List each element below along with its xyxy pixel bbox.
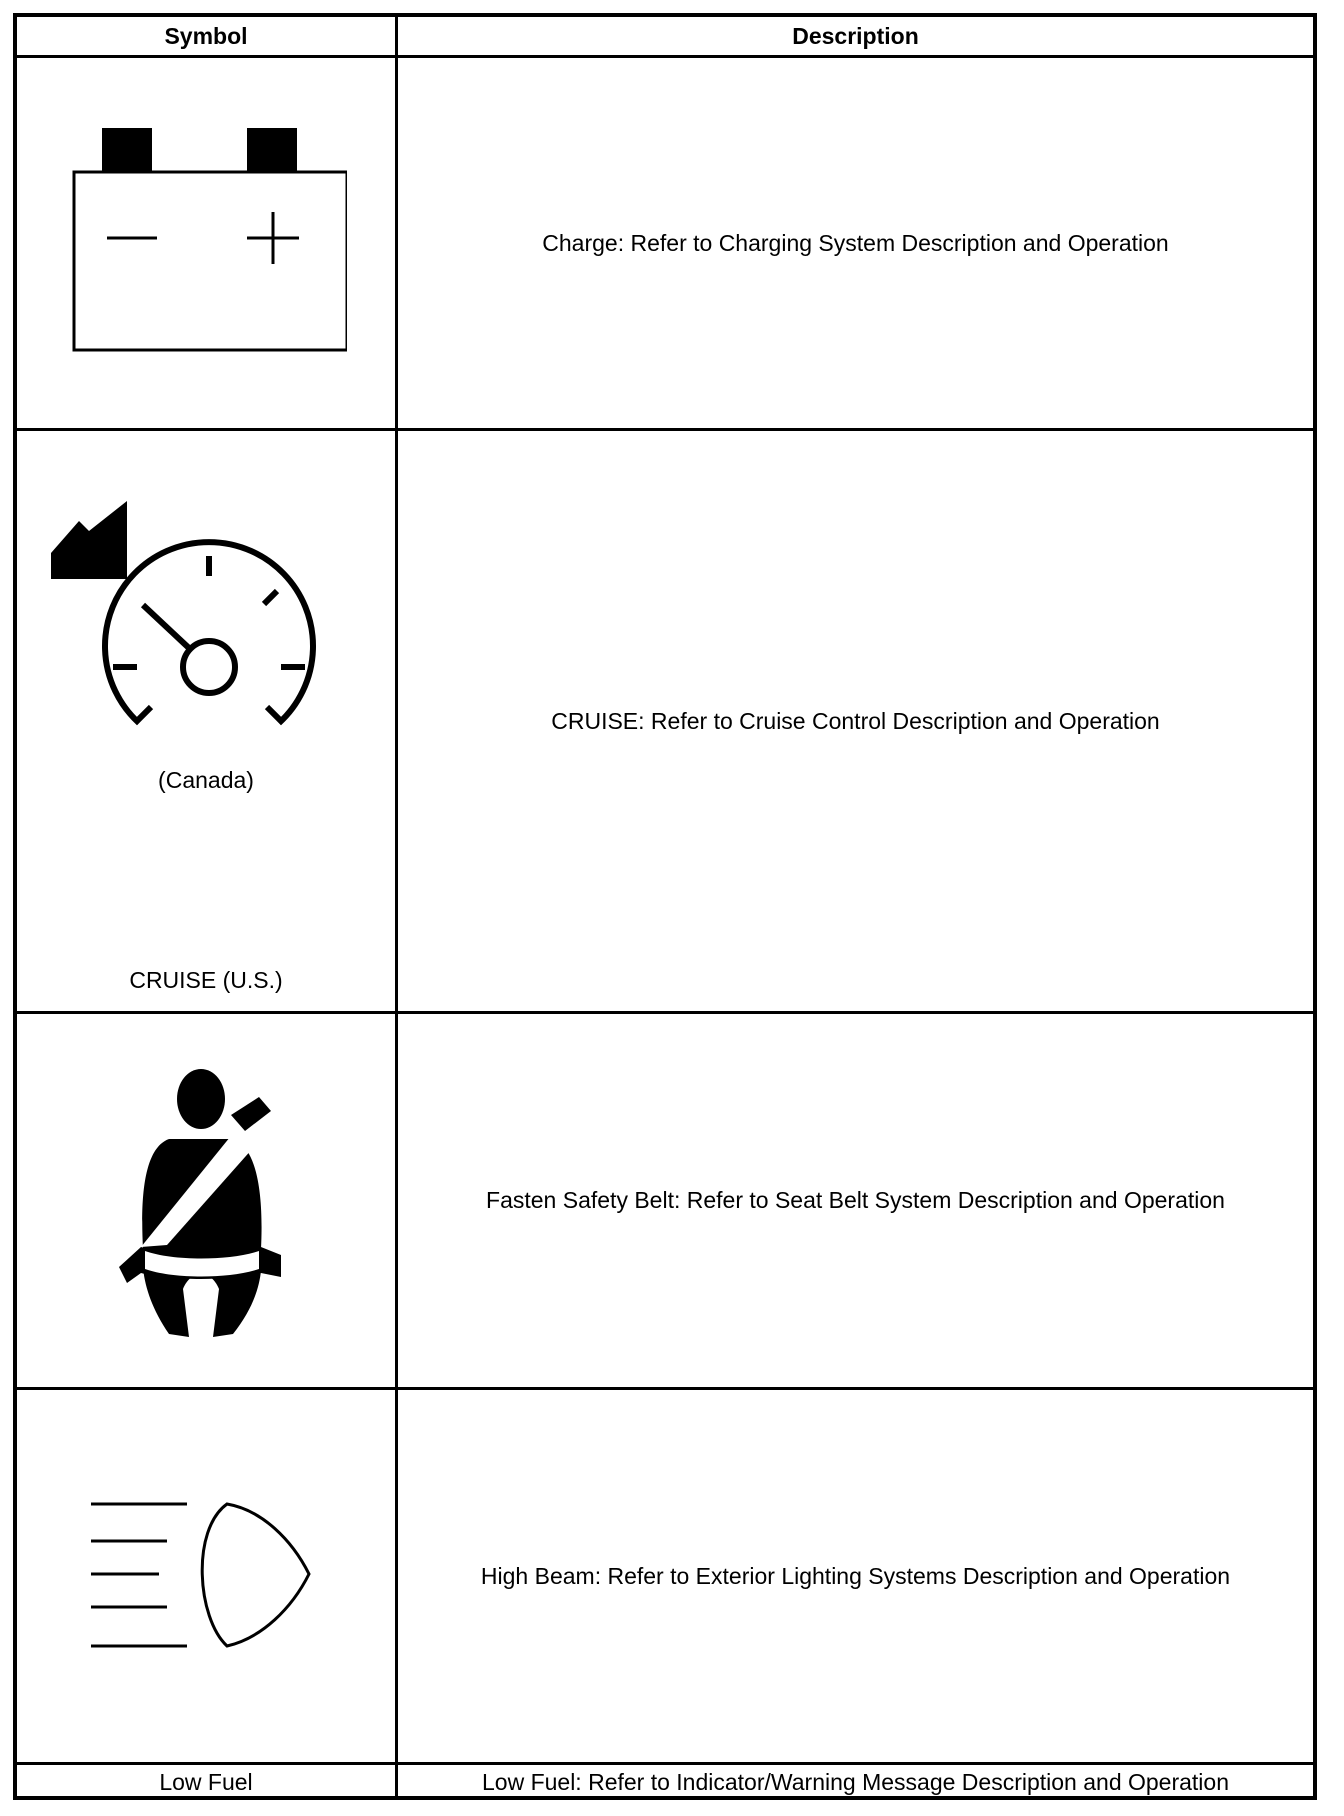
cruise-control-icon	[47, 501, 347, 751]
symbol-caption-us: CRUISE (U.S.)	[129, 967, 283, 993]
description-cruise: CRUISE: Refer to Cruise Control Description and Operation	[551, 707, 1160, 734]
symbol-cell	[17, 58, 395, 428]
description-high-beam: High Beam: Refer to Exterior Lighting Systems Description and Operation	[480, 1562, 1231, 1589]
high-beam-icon	[87, 1500, 327, 1660]
symbol-caption-canada: (Canada)	[158, 767, 254, 793]
header-description: Description	[792, 22, 919, 49]
symbol-cell	[17, 431, 395, 1011]
symbol-cell	[17, 1390, 395, 1762]
description-charge: Charge: Refer to Charging System Description and Operation	[542, 229, 1169, 256]
seat-belt-icon	[111, 1069, 291, 1359]
description-seat-belt: Fasten Safety Belt: Refer to Seat Belt System Description and Operation	[486, 1187, 1225, 1213]
battery-icon	[67, 128, 347, 358]
symbol-low-fuel: Low Fuel	[159, 1769, 253, 1795]
header-symbol: Symbol	[164, 22, 248, 49]
symbol-cell	[17, 1014, 395, 1387]
indicator-symbol-table	[13, 13, 1317, 1800]
description-low-fuel: Low Fuel: Refer to Indicator/Warning Message Description and Operation	[481, 1769, 1230, 1795]
